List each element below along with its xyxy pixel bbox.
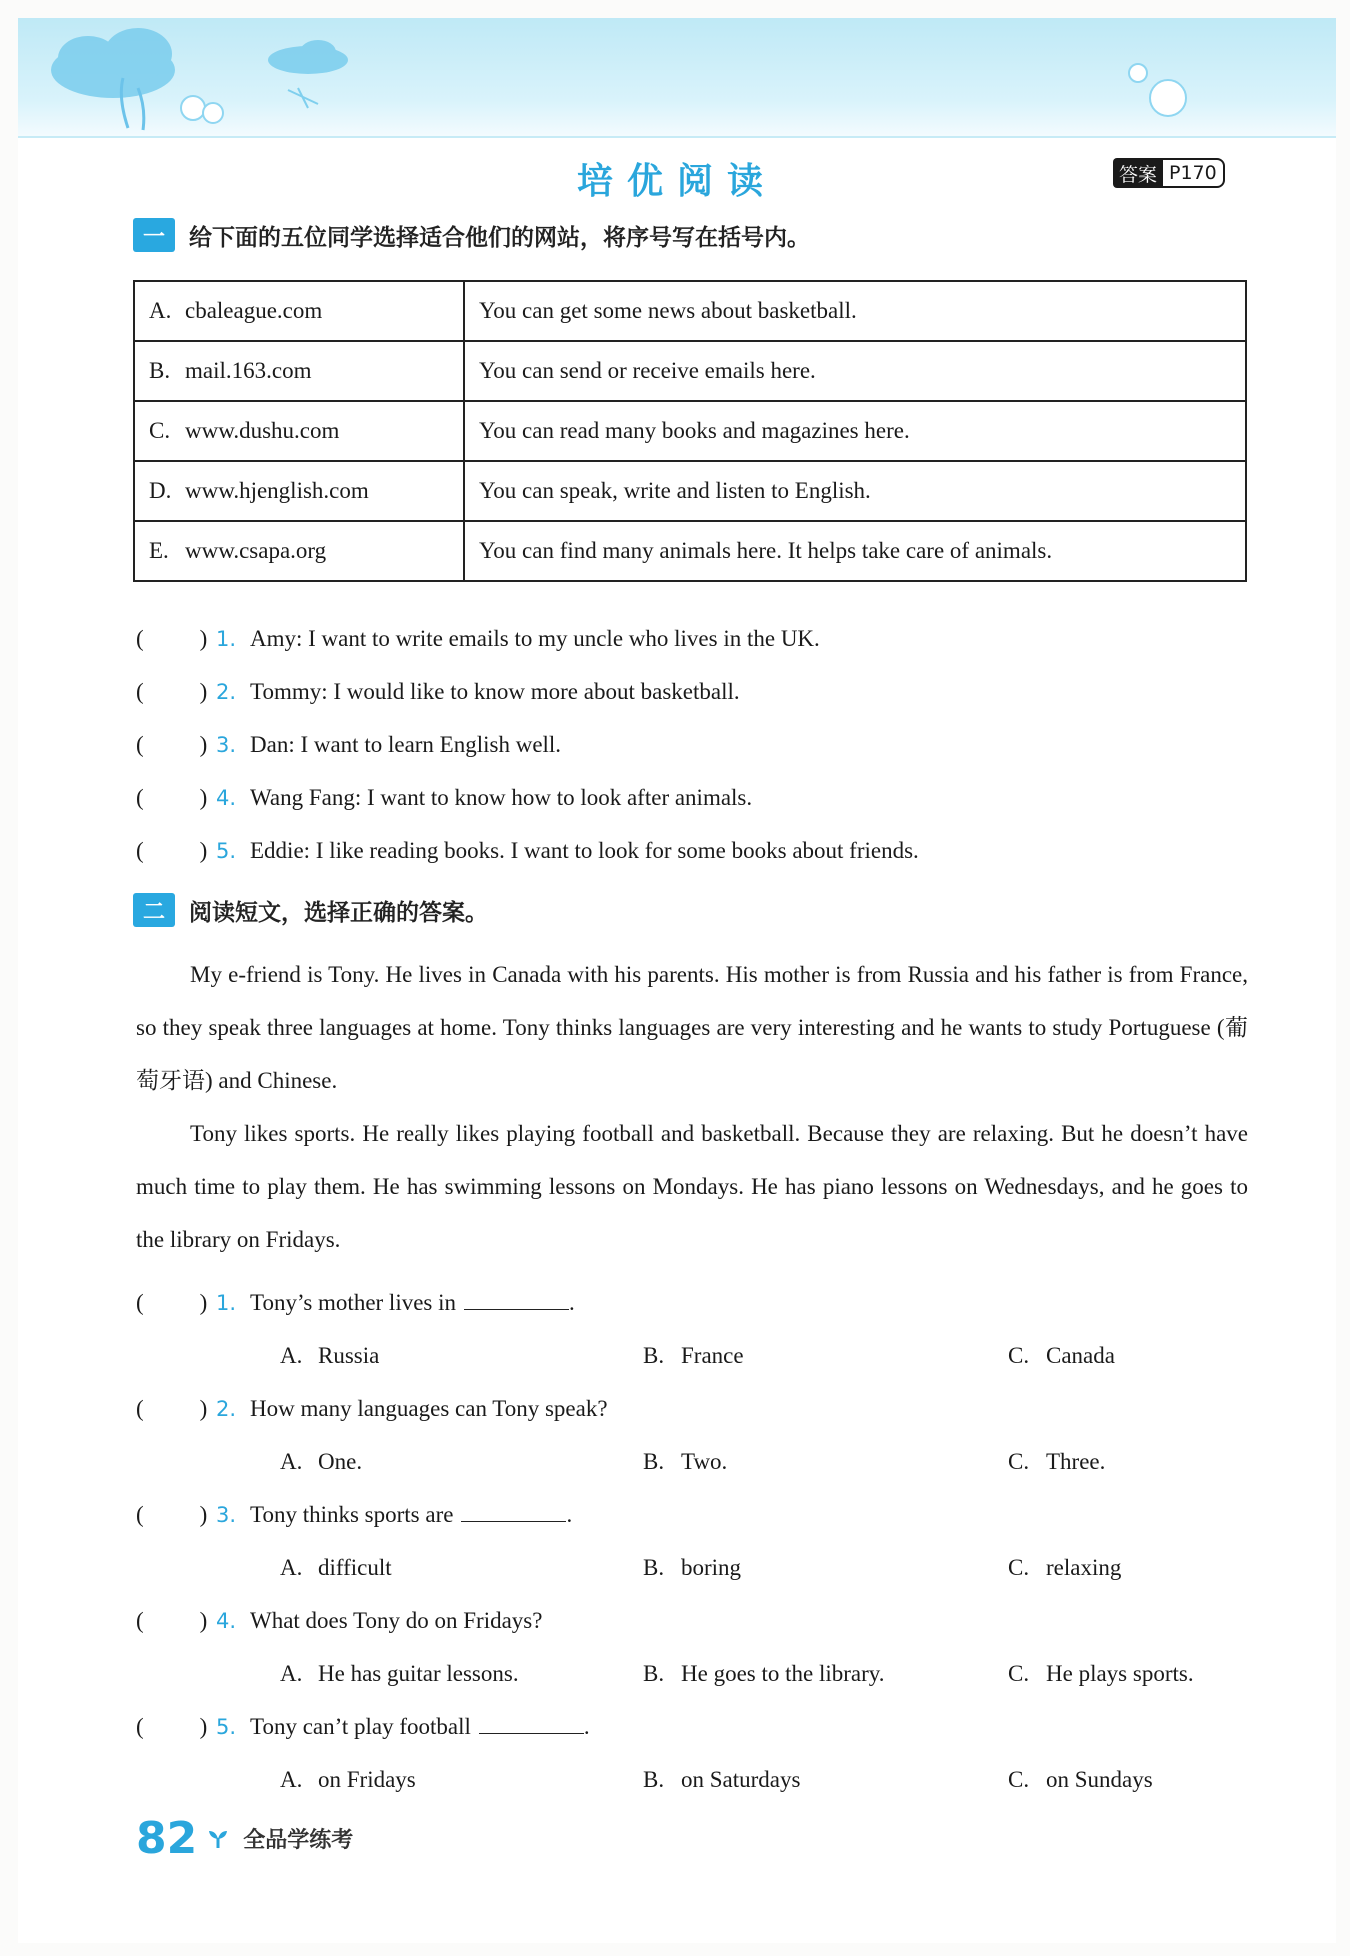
site-cell: B. mail.163.com [134,341,464,401]
option-c[interactable]: C. on Sundays [1008,1767,1153,1792]
sprout-icon [207,1828,229,1850]
question-2-3: ( ) 3. Tony thinks sports are . [136,1502,573,1527]
section-2-instruction: 阅读短文，选择正确的答案。 [189,899,488,926]
header-banner [18,18,1336,138]
table-row [134,281,1246,341]
question-1-2: ( ) 2. Tommy: I would like to know more about basketball. [136,679,740,704]
option-b[interactable]: B. on Saturdays [643,1767,801,1792]
website-table [133,280,1247,582]
answer-page: P170 [1163,158,1225,188]
section-1-heading [133,218,810,252]
section-1-instruction: 给下面的五位同学选择适合他们的网站，将序号写在括号内。 [189,224,810,251]
answer-bracket[interactable]: ( ) [136,626,208,651]
page-footer [136,1813,353,1864]
answer-blank[interactable] [464,1291,569,1310]
answer-bracket[interactable]: ( ) [136,1396,208,1421]
option-c[interactable]: C. He plays sports. [1008,1661,1194,1686]
passage-paragraph: Tony likes sports. He really likes playing football and basketball. Because they are relaxing. But he doesn’t have much time to play them. He has swimming lessons on Mondays. He has piano lessons on Wednesdays, and he goes to the library on Fridays. [136,1121,1248,1252]
table-row [134,461,1246,521]
answer-blank[interactable] [479,1715,584,1734]
section-2-heading [133,893,488,927]
section-2-number: 二 [133,893,175,927]
question-1-4: ( ) 4. Wang Fang: I want to know how to look after animals. [136,785,753,810]
publisher-brand: 全品学练考 [243,1828,354,1853]
option-b[interactable]: B. Two. [643,1449,728,1474]
answer-bracket[interactable]: ( ) [136,838,208,863]
answer-bracket[interactable]: ( ) [136,1290,208,1315]
option-a[interactable]: A. difficult [280,1555,392,1580]
answer-reference [1113,158,1225,188]
reading-passage [136,948,1248,1266]
option-a[interactable]: A. One. [280,1449,363,1474]
site-cell: C. www.dushu.com [134,401,464,461]
question-1-5: ( ) 5. Eddie: I like reading books. I want to look for some books about friends. [136,838,919,863]
question-2-1: ( ) 1. Tony’s mother lives in . [136,1290,575,1315]
description-cell: You can get some news about basketball. [464,281,1246,341]
question-2-4: ( ) 4. What does Tony do on Fridays? [136,1608,543,1633]
description-cell: You can send or receive emails here. [464,341,1246,401]
answer-bracket[interactable]: ( ) [136,679,208,704]
option-c[interactable]: C. Three. [1008,1449,1106,1474]
option-a[interactable]: A. Russia [280,1343,380,1368]
option-b[interactable]: B. France [643,1343,744,1368]
answer-bracket[interactable]: ( ) [136,1608,208,1633]
table-row [134,521,1246,581]
description-cell: You can speak, write and listen to English. [464,461,1246,521]
option-b[interactable]: B. He goes to the library. [643,1661,885,1686]
answer-bracket[interactable]: ( ) [136,1502,208,1527]
question-1-3: ( ) 3. Dan: I want to learn English well. [136,732,562,757]
option-a[interactable]: A. He has guitar lessons. [280,1661,519,1686]
option-a[interactable]: A. on Fridays [280,1767,416,1792]
question-2-5: ( ) 5. Tony can’t play football . [136,1714,590,1739]
option-c[interactable]: C. relaxing [1008,1555,1122,1580]
answer-blank[interactable] [461,1503,566,1522]
worksheet-page [18,18,1336,1943]
answer-bracket[interactable]: ( ) [136,785,208,810]
question-1-1: ( ) 1. Amy: I want to write emails to my uncle who lives in the UK. [136,626,820,651]
description-cell: You can find many animals here. It helps take care of animals. [464,521,1246,581]
site-cell: E. www.csapa.org [134,521,464,581]
table-row [134,401,1246,461]
page-title: 培优阅读 [576,161,777,202]
site-cell: A. cbaleague.com [134,281,464,341]
option-b[interactable]: B. boring [643,1555,742,1580]
question-2-2: ( ) 2. How many languages can Tony speak? [136,1396,608,1421]
description-cell: You can read many books and magazines here. [464,401,1246,461]
site-cell: D. www.hjenglish.com [134,461,464,521]
cloud-decoration-icon [18,18,1336,136]
passage-paragraph: My e-friend is Tony. He lives in Canada with his parents. His mother is from Russia and his father is from France, so they speak three languages at home. Tony thinks languages are very interesting and he wants to study Portuguese (葡萄牙语) and Chinese. [136,962,1248,1093]
answer-label: 答案 [1113,158,1163,188]
section-1-number: 一 [133,218,175,252]
page-number: 82 [136,1813,198,1864]
option-c[interactable]: C. Canada [1008,1343,1115,1368]
answer-bracket[interactable]: ( ) [136,1714,208,1739]
table-row [134,341,1246,401]
answer-bracket[interactable]: ( ) [136,732,208,757]
